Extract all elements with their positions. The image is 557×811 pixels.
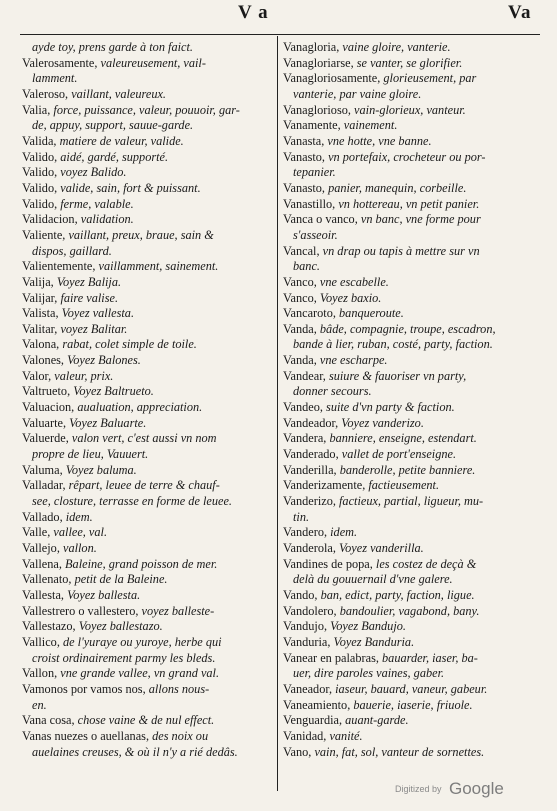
dictionary-entry-line — [283, 588, 545, 604]
entry-headword: Vanca o vanco, — [283, 212, 358, 227]
entry-definition: idem. — [65, 509, 93, 524]
entry-definition: force, puissance, valeur, pouuoir, gar- — [53, 102, 240, 117]
entry-definition: Voyez Banduria. — [333, 634, 415, 649]
entry-headword: Vanagloria, — [283, 40, 340, 54]
entry-definition: tin. — [293, 509, 310, 524]
dictionary-entry-line — [283, 197, 545, 213]
dictionary-entry-line — [22, 103, 274, 119]
digitized-by-label: Digitized by — [395, 784, 442, 794]
entry-headword: Valida, — [22, 133, 57, 148]
entry-headword: Vanas nuezes o auellanas, — [22, 728, 150, 743]
entry-definition: tepanier. — [293, 165, 336, 180]
entry-headword: Valones, — [22, 353, 65, 368]
entry-definition: ferme, valable. — [60, 196, 134, 211]
dictionary-entry-line — [283, 698, 545, 714]
entry-headword: Vandeador, — [283, 415, 339, 430]
entry-definition: banqueroute. — [339, 306, 404, 321]
dictionary-entry-line — [283, 431, 545, 447]
entry-definition: Voyez baluma. — [65, 462, 137, 477]
dictionary-entry-line — [283, 181, 545, 197]
entry-definition: Voyez Bandujo. — [330, 619, 406, 634]
dictionary-entry-line — [22, 525, 274, 541]
dictionary-entry-line — [283, 71, 545, 87]
entry-headword: Vanderola, — [283, 541, 336, 555]
dictionary-entry-line — [22, 228, 274, 244]
entry-definition: Voyez baxio. — [319, 290, 382, 305]
dictionary-entry-line — [283, 165, 545, 181]
entry-definition: factieux, partial, ligueur, mu- — [339, 494, 484, 509]
dictionary-entry-line — [22, 306, 274, 322]
entry-definition: de l'yuraye ou yuroye, herbe qui — [62, 634, 222, 649]
dictionary-entry-line — [22, 118, 274, 134]
entry-definition: propre de lieu, Vauuert. — [32, 447, 149, 462]
dictionary-entry-line — [22, 87, 274, 103]
entry-definition: vallon. — [62, 541, 97, 555]
entry-headword: Vanagloriosamente, — [283, 71, 381, 86]
entry-definition: Voyez Balones. — [67, 353, 141, 368]
entry-headword: Vandeo, — [283, 400, 323, 415]
dictionary-entry-line — [283, 541, 545, 557]
dictionary-entry-line — [283, 56, 545, 72]
entry-definition: suiure & fauoriser vn party, — [328, 368, 467, 383]
entry-definition: vain-glorieux, vanteur. — [354, 102, 466, 117]
dictionary-entry-line — [22, 337, 274, 353]
entry-headword: Vanamente, — [283, 118, 341, 133]
entry-headword: Vallestrero o vallestero, — [22, 603, 139, 618]
entry-headword: Vanco, — [283, 290, 317, 305]
entry-definition: Voyez vallesta. — [61, 306, 135, 321]
dictionary-entry-line — [283, 150, 545, 166]
dictionary-entry-line — [22, 557, 274, 573]
entry-headword: Vandujo, — [283, 619, 328, 634]
entry-headword: Vanda, — [283, 353, 317, 368]
dictionary-entry-line — [22, 541, 274, 557]
entry-headword: Vanidad, — [283, 728, 327, 743]
dictionary-entry-line — [283, 244, 545, 260]
entry-definition: voyez balleste- — [141, 603, 215, 618]
dictionary-entry-line — [22, 291, 274, 307]
dictionary-entry-line — [283, 745, 545, 761]
entry-definition: vn hottereau, vn petit panier. — [338, 196, 480, 211]
entry-definition: vanterie, par vaine gloire. — [293, 86, 422, 101]
entry-definition: bande à lier, ruban, costé, party, faction. — [293, 337, 493, 352]
dictionary-entry-line — [22, 494, 274, 510]
dictionary-entry-line — [22, 698, 274, 714]
entry-headword: Valijar, — [22, 290, 58, 305]
entry-definition: aualuation, appreciation. — [77, 400, 203, 415]
entry-definition: vallet de port'enseigne. — [341, 447, 457, 462]
entry-definition: vaillant, valeureux. — [71, 86, 167, 101]
entry-headword: Vando, — [283, 587, 318, 602]
dictionary-entry-line — [22, 619, 274, 635]
entry-headword: Vancal, — [283, 243, 320, 258]
entry-definition: voyez Balitar. — [60, 321, 128, 336]
entry-headword: Vanderizo, — [283, 494, 336, 509]
entry-definition: Voyez ballestazo. — [78, 619, 163, 634]
entry-definition: Voyez ballesta. — [67, 587, 141, 602]
column-divider — [277, 36, 278, 791]
dictionary-entry-line — [22, 510, 274, 526]
entry-headword: Valido, — [22, 180, 58, 195]
dictionary-entry-line — [283, 103, 545, 119]
dictionary-entry-line — [283, 557, 545, 573]
dictionary-entry-line — [22, 729, 274, 745]
entry-headword: Valia, — [22, 102, 51, 117]
entry-definition: bauerie, iaserie, friuole. — [353, 697, 473, 712]
entry-headword: Vallado, — [22, 509, 63, 524]
dictionary-entry-line — [283, 259, 545, 275]
dictionary-entry-line — [22, 165, 274, 181]
entry-headword: Vanderizamente, — [283, 478, 366, 493]
dictionary-entry-line — [283, 713, 545, 729]
dictionary-entry-line — [283, 384, 545, 400]
dictionary-entry-line — [22, 197, 274, 213]
entry-definition: banderolle, petite banniere. — [339, 462, 476, 477]
dictionary-entry-line — [283, 478, 545, 494]
entry-definition: glorieusement, par — [383, 71, 477, 86]
entry-headword: Vanaglorioso, — [283, 102, 351, 117]
dictionary-entry-line — [283, 635, 545, 651]
entry-headword: Vanco, — [283, 274, 317, 289]
entry-definition: auelaines creuses, & où il n'y a rié dedâs. — [32, 744, 238, 759]
dictionary-entry-line — [283, 353, 545, 369]
entry-definition: voyez Balido. — [60, 165, 127, 180]
entry-definition: aidé, gardé, supporté. — [60, 149, 169, 164]
entry-definition: vne grande vallee, vn grand val. — [60, 666, 220, 681]
dictionary-entry-line — [283, 572, 545, 588]
dictionary-entry-line — [283, 400, 545, 416]
dictionary-entry-line — [283, 619, 545, 635]
entry-definition: bâde, compagnie, troupe, escadron, — [319, 321, 496, 336]
entry-definition: vaillamment, sainement. — [98, 259, 219, 274]
entry-headword: Vallon, — [22, 666, 58, 681]
entry-definition: valide, sain, fort & puissant. — [60, 180, 201, 195]
entry-headword: Valiente, — [22, 227, 66, 242]
entry-headword: Vallejo, — [22, 541, 60, 555]
entry-definition: faire valise. — [60, 290, 119, 305]
dictionary-entry-line — [22, 478, 274, 494]
entry-definition: les costez de deçà & — [375, 556, 477, 571]
entry-headword: Vancaroto, — [283, 306, 336, 321]
entry-headword: Vana cosa, — [22, 713, 75, 728]
dictionary-entry-line — [22, 431, 274, 447]
dictionary-entry-line — [22, 666, 274, 682]
entry-definition: delà du gouuernail d'vne galere. — [293, 572, 453, 587]
entry-headword: Valuacion, — [22, 400, 75, 415]
dictionary-entry-line — [22, 40, 274, 56]
entry-headword: Valuerde, — [22, 431, 69, 446]
dictionary-entry-line — [283, 463, 545, 479]
entry-headword: Vandear, — [283, 368, 326, 383]
entry-definition: Voyez Balija. — [56, 274, 122, 289]
entry-headword: Valista, — [22, 306, 59, 321]
entry-headword: Vandolero, — [283, 603, 337, 618]
entry-headword: Vanduria, — [283, 634, 331, 649]
entry-headword: Valladar, — [22, 478, 66, 493]
entry-definition: Baleine, grand poisson de mer. — [65, 556, 218, 571]
entry-definition: vain, fat, sol, vanteur de sornettes. — [314, 744, 485, 759]
left-column — [22, 40, 274, 760]
google-logo: Google — [448, 779, 504, 798]
dictionary-entry-line — [283, 337, 545, 353]
entry-definition: banniere, enseigne, estendart. — [329, 431, 477, 446]
entry-headword: Valtrueto, — [22, 384, 71, 399]
dictionary-entry-line — [283, 651, 545, 667]
dictionary-entry-line — [283, 416, 545, 432]
dictionary-entry-line — [22, 384, 274, 400]
entry-headword: Vaneamiento, — [283, 697, 351, 712]
entry-definition: se vanter, se glorifier. — [356, 55, 463, 70]
entry-headword: Vamonos por vamos nos, — [22, 681, 146, 696]
entry-headword: Valientemente, — [22, 259, 96, 274]
entry-headword: Vanasto, — [283, 149, 326, 164]
entry-definition: donner secours. — [293, 384, 372, 399]
dictionary-entry-line — [283, 40, 545, 56]
dictionary-entry-line — [22, 212, 274, 228]
entry-headword: Vanastillo, — [283, 196, 336, 211]
entry-definition: des noix ou — [152, 728, 209, 743]
entry-definition: bauarder, iaser, ba- — [382, 650, 478, 665]
dictionary-entry-line — [22, 369, 274, 385]
dictionary-entry-line — [283, 729, 545, 745]
entry-definition: rêpart, leuee de terre & chauf- — [68, 478, 220, 493]
dictionary-entry-line — [283, 228, 545, 244]
entry-definition: dispos, gaillard. — [32, 243, 112, 258]
dictionary-entry-line — [283, 447, 545, 463]
entry-definition: validation. — [80, 212, 134, 227]
entry-headword: Valuarte, — [22, 415, 67, 430]
entry-definition: vne hotte, vne banne. — [327, 133, 432, 148]
entry-definition: vanité. — [329, 728, 363, 743]
entry-definition: rabat, colet simple de toile. — [62, 337, 197, 352]
dictionary-entry-line — [22, 651, 274, 667]
entry-headword: Vanagloriarse, — [283, 55, 354, 70]
digitization-credit — [395, 779, 504, 799]
dictionary-entry-line — [22, 745, 274, 761]
entry-headword: Vanderado, — [283, 447, 339, 462]
entry-definition: uer, dire paroles vaines, gaber. — [293, 666, 445, 681]
entry-definition: vaillant, preux, braue, sain & — [68, 227, 214, 242]
running-header-left: V a — [238, 2, 269, 23]
dictionary-entry-line — [283, 275, 545, 291]
entry-definition: ban, edict, party, faction, ligue. — [320, 587, 475, 602]
entry-headword: Vandines de popa, — [283, 556, 373, 571]
entry-definition: Voyez Baltrueto. — [73, 384, 154, 399]
entry-definition: vn portefaix, crocheteur ou por- — [328, 149, 486, 164]
entry-definition: valeureusement, vail- — [100, 55, 206, 70]
entry-headword: Vanasto, — [283, 180, 326, 195]
entry-definition: valeur, prix. — [54, 368, 114, 383]
dictionary-entry-line — [22, 400, 274, 416]
entry-headword: Vallestazo, — [22, 619, 76, 634]
entry-definition: vn banc, vne forme pour — [360, 212, 481, 227]
dictionary-entry-line — [283, 494, 545, 510]
entry-definition: vallee, val. — [53, 525, 108, 540]
dictionary-entry-line — [283, 682, 545, 698]
entry-definition: auant-garde. — [345, 713, 409, 728]
entry-headword: Valerosamente, — [22, 55, 98, 70]
right-column — [283, 40, 545, 760]
entry-definition: matiere de valeur, valide. — [59, 133, 184, 148]
dictionary-entry-line — [283, 306, 545, 322]
entry-definition: chose vaine & de nul effect. — [77, 713, 215, 728]
dictionary-entry-line — [22, 134, 274, 150]
dictionary-entry-line — [283, 322, 545, 338]
entry-definition: allons nous- — [148, 681, 210, 696]
entry-definition: lamment. — [32, 71, 78, 86]
dictionary-entry-line — [22, 275, 274, 291]
entry-headword: Valitar, — [22, 321, 58, 336]
entry-definition: see, closture, terrasse en forme de leuee. — [32, 494, 232, 509]
entry-definition: valon vert, c'est aussi vn nom — [71, 431, 217, 446]
entry-headword: Valona, — [22, 337, 60, 352]
entry-definition: Voyez vanderilla. — [339, 541, 424, 555]
entry-headword: Valija, — [22, 274, 54, 289]
dictionary-entry-line — [283, 134, 545, 150]
entry-headword: Valor, — [22, 368, 52, 383]
dictionary-entry-line — [22, 635, 274, 651]
entry-definition: de, appuy, support, sauue-garde. — [32, 118, 194, 133]
entry-headword: Venguardia, — [283, 713, 343, 728]
dictionary-entry-line — [22, 150, 274, 166]
dictionary-entry-line — [22, 416, 274, 432]
dictionary-entry-line — [283, 87, 545, 103]
entry-headword: Vanasta, — [283, 133, 325, 148]
entry-definition: banc. — [293, 259, 320, 274]
dictionary-entry-line — [22, 322, 274, 338]
entry-definition: vn drap ou tapis à mettre sur vn — [322, 243, 480, 258]
header-rule — [20, 34, 540, 35]
entry-headword: Valido, — [22, 149, 58, 164]
entry-headword: Vano, — [283, 744, 312, 759]
dictionary-entry-line — [22, 181, 274, 197]
dictionary-entry-line — [22, 604, 274, 620]
entry-definition: Voyez vanderizo. — [341, 415, 424, 430]
dictionary-entry-line — [283, 369, 545, 385]
entry-definition: vne escabelle. — [319, 274, 389, 289]
entry-headword: Validacion, — [22, 212, 78, 227]
entry-headword: Vallico, — [22, 634, 60, 649]
entry-headword: Valido, — [22, 165, 58, 180]
dictionary-entry-line — [22, 244, 274, 260]
dictionary-entry-line — [22, 588, 274, 604]
entry-definition: bandoulier, vagabond, bany. — [339, 603, 480, 618]
entry-headword: Vallesta, — [22, 587, 65, 602]
running-header-right: Va — [508, 2, 532, 23]
entry-headword: Vandero, — [283, 525, 328, 540]
entry-headword: Vandera, — [283, 431, 327, 446]
entry-definition: petit de la Baleine. — [74, 572, 168, 587]
dictionary-entry-line — [22, 713, 274, 729]
entry-definition: vne escharpe. — [319, 353, 388, 368]
entry-definition: croist ordinairement parmy les bleds. — [32, 650, 216, 665]
entry-headword: Vaneador, — [283, 681, 333, 696]
entry-definition: s'asseoir. — [293, 227, 338, 242]
dictionary-entry-line — [22, 259, 274, 275]
dictionary-entry-line — [283, 118, 545, 134]
dictionary-entry-line — [22, 71, 274, 87]
entry-headword: Vallena, — [22, 556, 62, 571]
entry-definition: ayde toy, prens garde à ton faict. — [32, 40, 193, 54]
entry-definition: en. — [32, 697, 47, 712]
dictionary-entry-line — [22, 682, 274, 698]
entry-definition: suite d'vn party & faction. — [326, 400, 455, 415]
dictionary-entry-line — [22, 463, 274, 479]
entry-headword: Valeroso, — [22, 86, 69, 101]
dictionary-entry-line — [283, 666, 545, 682]
dictionary-entry-line — [283, 604, 545, 620]
entry-headword: Vanderilla, — [283, 462, 337, 477]
entry-headword: Vanear en palabras, — [283, 650, 379, 665]
dictionary-entry-line — [283, 291, 545, 307]
entry-headword: Valuma, — [22, 462, 63, 477]
entry-headword: Vanda, — [283, 321, 317, 336]
entry-definition: panier, manequin, corbeille. — [328, 180, 467, 195]
entry-definition: vaine gloire, vanterie. — [342, 40, 451, 54]
entry-definition: factieusement. — [368, 478, 440, 493]
entry-headword: Valido, — [22, 196, 58, 211]
entry-definition: vainement. — [343, 118, 398, 133]
entry-definition: idem. — [330, 525, 358, 540]
entry-definition: Voyez Baluarte. — [69, 415, 147, 430]
dictionary-entry-line — [22, 353, 274, 369]
dictionary-entry-line — [283, 510, 545, 526]
dictionary-entry-line — [283, 212, 545, 228]
entry-headword: Vallenato, — [22, 572, 72, 587]
entry-headword: Valle, — [22, 525, 51, 540]
dictionary-entry-line — [283, 525, 545, 541]
entry-definition: iaseur, bauard, vaneur, gabeur. — [335, 681, 488, 696]
dictionary-entry-line — [22, 572, 274, 588]
dictionary-entry-line — [22, 56, 274, 72]
dictionary-entry-line — [22, 447, 274, 463]
